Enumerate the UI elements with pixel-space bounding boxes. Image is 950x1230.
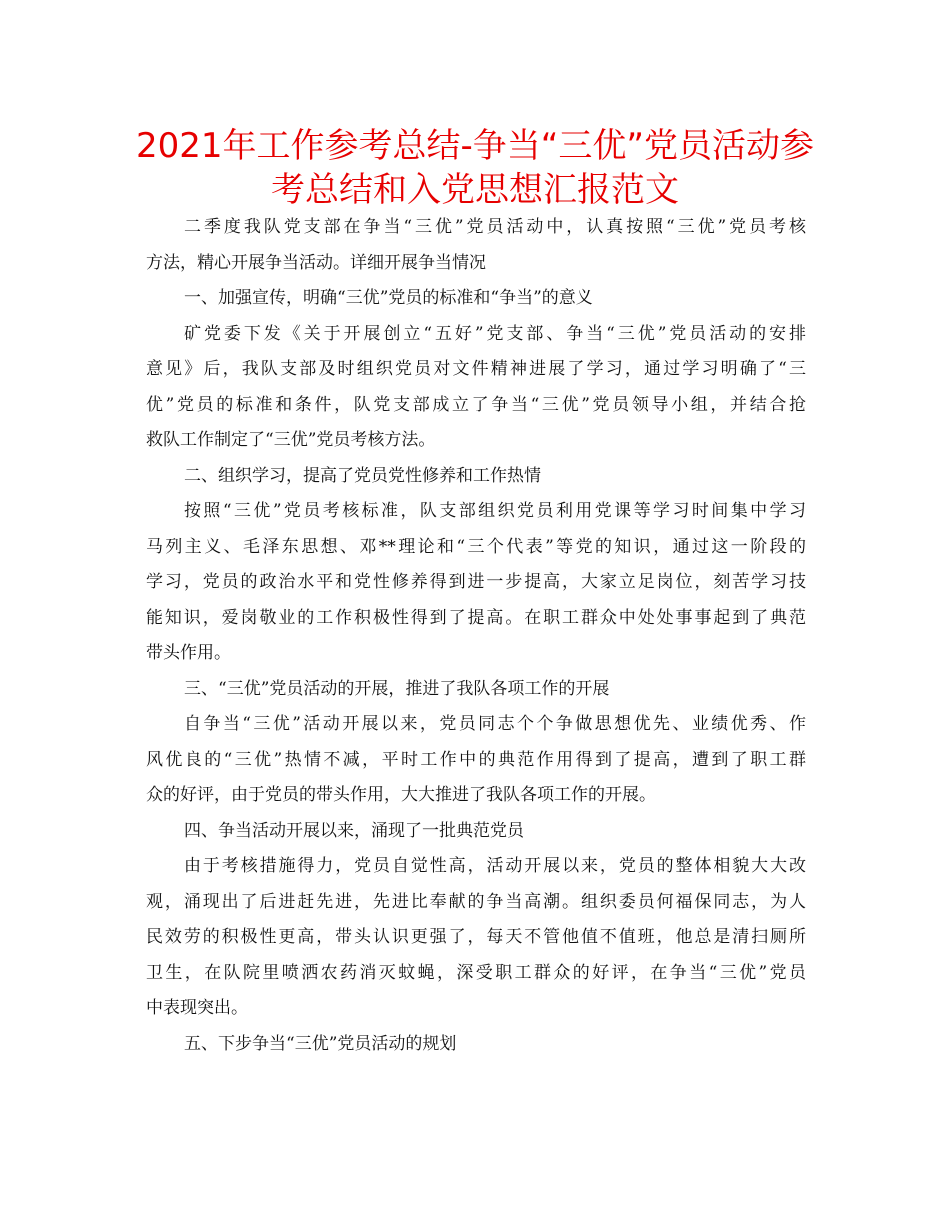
body-line: 能知识，爱岗敬业的工作积极性得到了提高。在职工群众中处处事事起到了典范 [146, 607, 806, 628]
body-line: 自争当“三优”活动开展以来，党员同志个个争做思想优先、业绩优秀、作 [184, 714, 806, 734]
body-line: 马列主义、毛泽东思想、邓**理论和“三个代表”等党的知识，通过这一阶段的 [146, 536, 806, 557]
document-title-line-1: 2021年工作参考总结-争当“三优”党员活动参 [135, 126, 815, 166]
body-line: 二、组织学习，提高了党员党性修养和工作热情 [184, 465, 541, 486]
body-line: 二季度我队党支部在争当“三优”党员活动中，认真按照“三优”党员考核 [184, 217, 806, 237]
body-line: 四、争当活动开展以来，涌现了一批典范党员 [184, 820, 524, 841]
document-title-line-2: 考总结和入党思想汇报范文 [271, 170, 679, 210]
body-line: 中表现突出。 [146, 998, 248, 1018]
body-line: 观，涌现出了后进赶先进，先进比奉献的争当高潮。组织委员何福保同志，为人 [146, 891, 806, 912]
body-line: 一、加强宣传，明确“三优”党员的标准和“争当”的意义 [184, 288, 593, 308]
body-line: 学习，党员的政治水平和党性修养得到进一步提高，大家立足岗位，刻苦学习技 [146, 572, 806, 592]
body-line: 风优良的“三优”热情不减，平时工作中的典范作用得到了提高，遭到了职工群 [146, 749, 806, 770]
body-line: 民效劳的积极性更高，带头认识更强了，每天不管他值不值班，他总是清扫厕所 [146, 927, 806, 947]
body-line: 由于考核措施得力，党员自觉性高，活动开展以来，党员的整体相貌大大改 [184, 856, 806, 876]
body-line: 带头作用。 [146, 643, 231, 663]
body-line: 意见》后，我队支部及时组织党员对文件精神进展了学习，通过学习明确了“三 [146, 359, 806, 379]
body-line: 救队工作制定了“三优”党员考核方法。 [146, 430, 436, 450]
document-body [146, 210, 806, 1062]
body-line: 卫生，在队院里喷洒农药消灭蚊蝇，深受职工群众的好评，在争当“三优”党员 [146, 962, 806, 983]
body-line: 三、“三优”党员活动的开展，推进了我队各项工作的开展 [184, 678, 610, 699]
body-line: 众的好评，由于党员的带头作用，大大推进了我队各项工作的开展。 [146, 785, 656, 805]
body-line: 按照“三优”党员考核标准，队支部组织党员利用党课等学习时间集中学习 [184, 501, 806, 521]
body-line: 优”党员的标准和条件，队党支部成立了争当“三优”党员领导小组，并结合抢 [146, 394, 806, 415]
body-line: 矿党委下发《关于开展创立“五好”党支部、争当“三优”党员活动的安排 [184, 323, 806, 344]
body-line: 五、下步争当“三优”党员活动的规划 [184, 1033, 457, 1054]
body-line: 方法，精心开展争当活动。详细开展争当情况 [146, 252, 486, 273]
